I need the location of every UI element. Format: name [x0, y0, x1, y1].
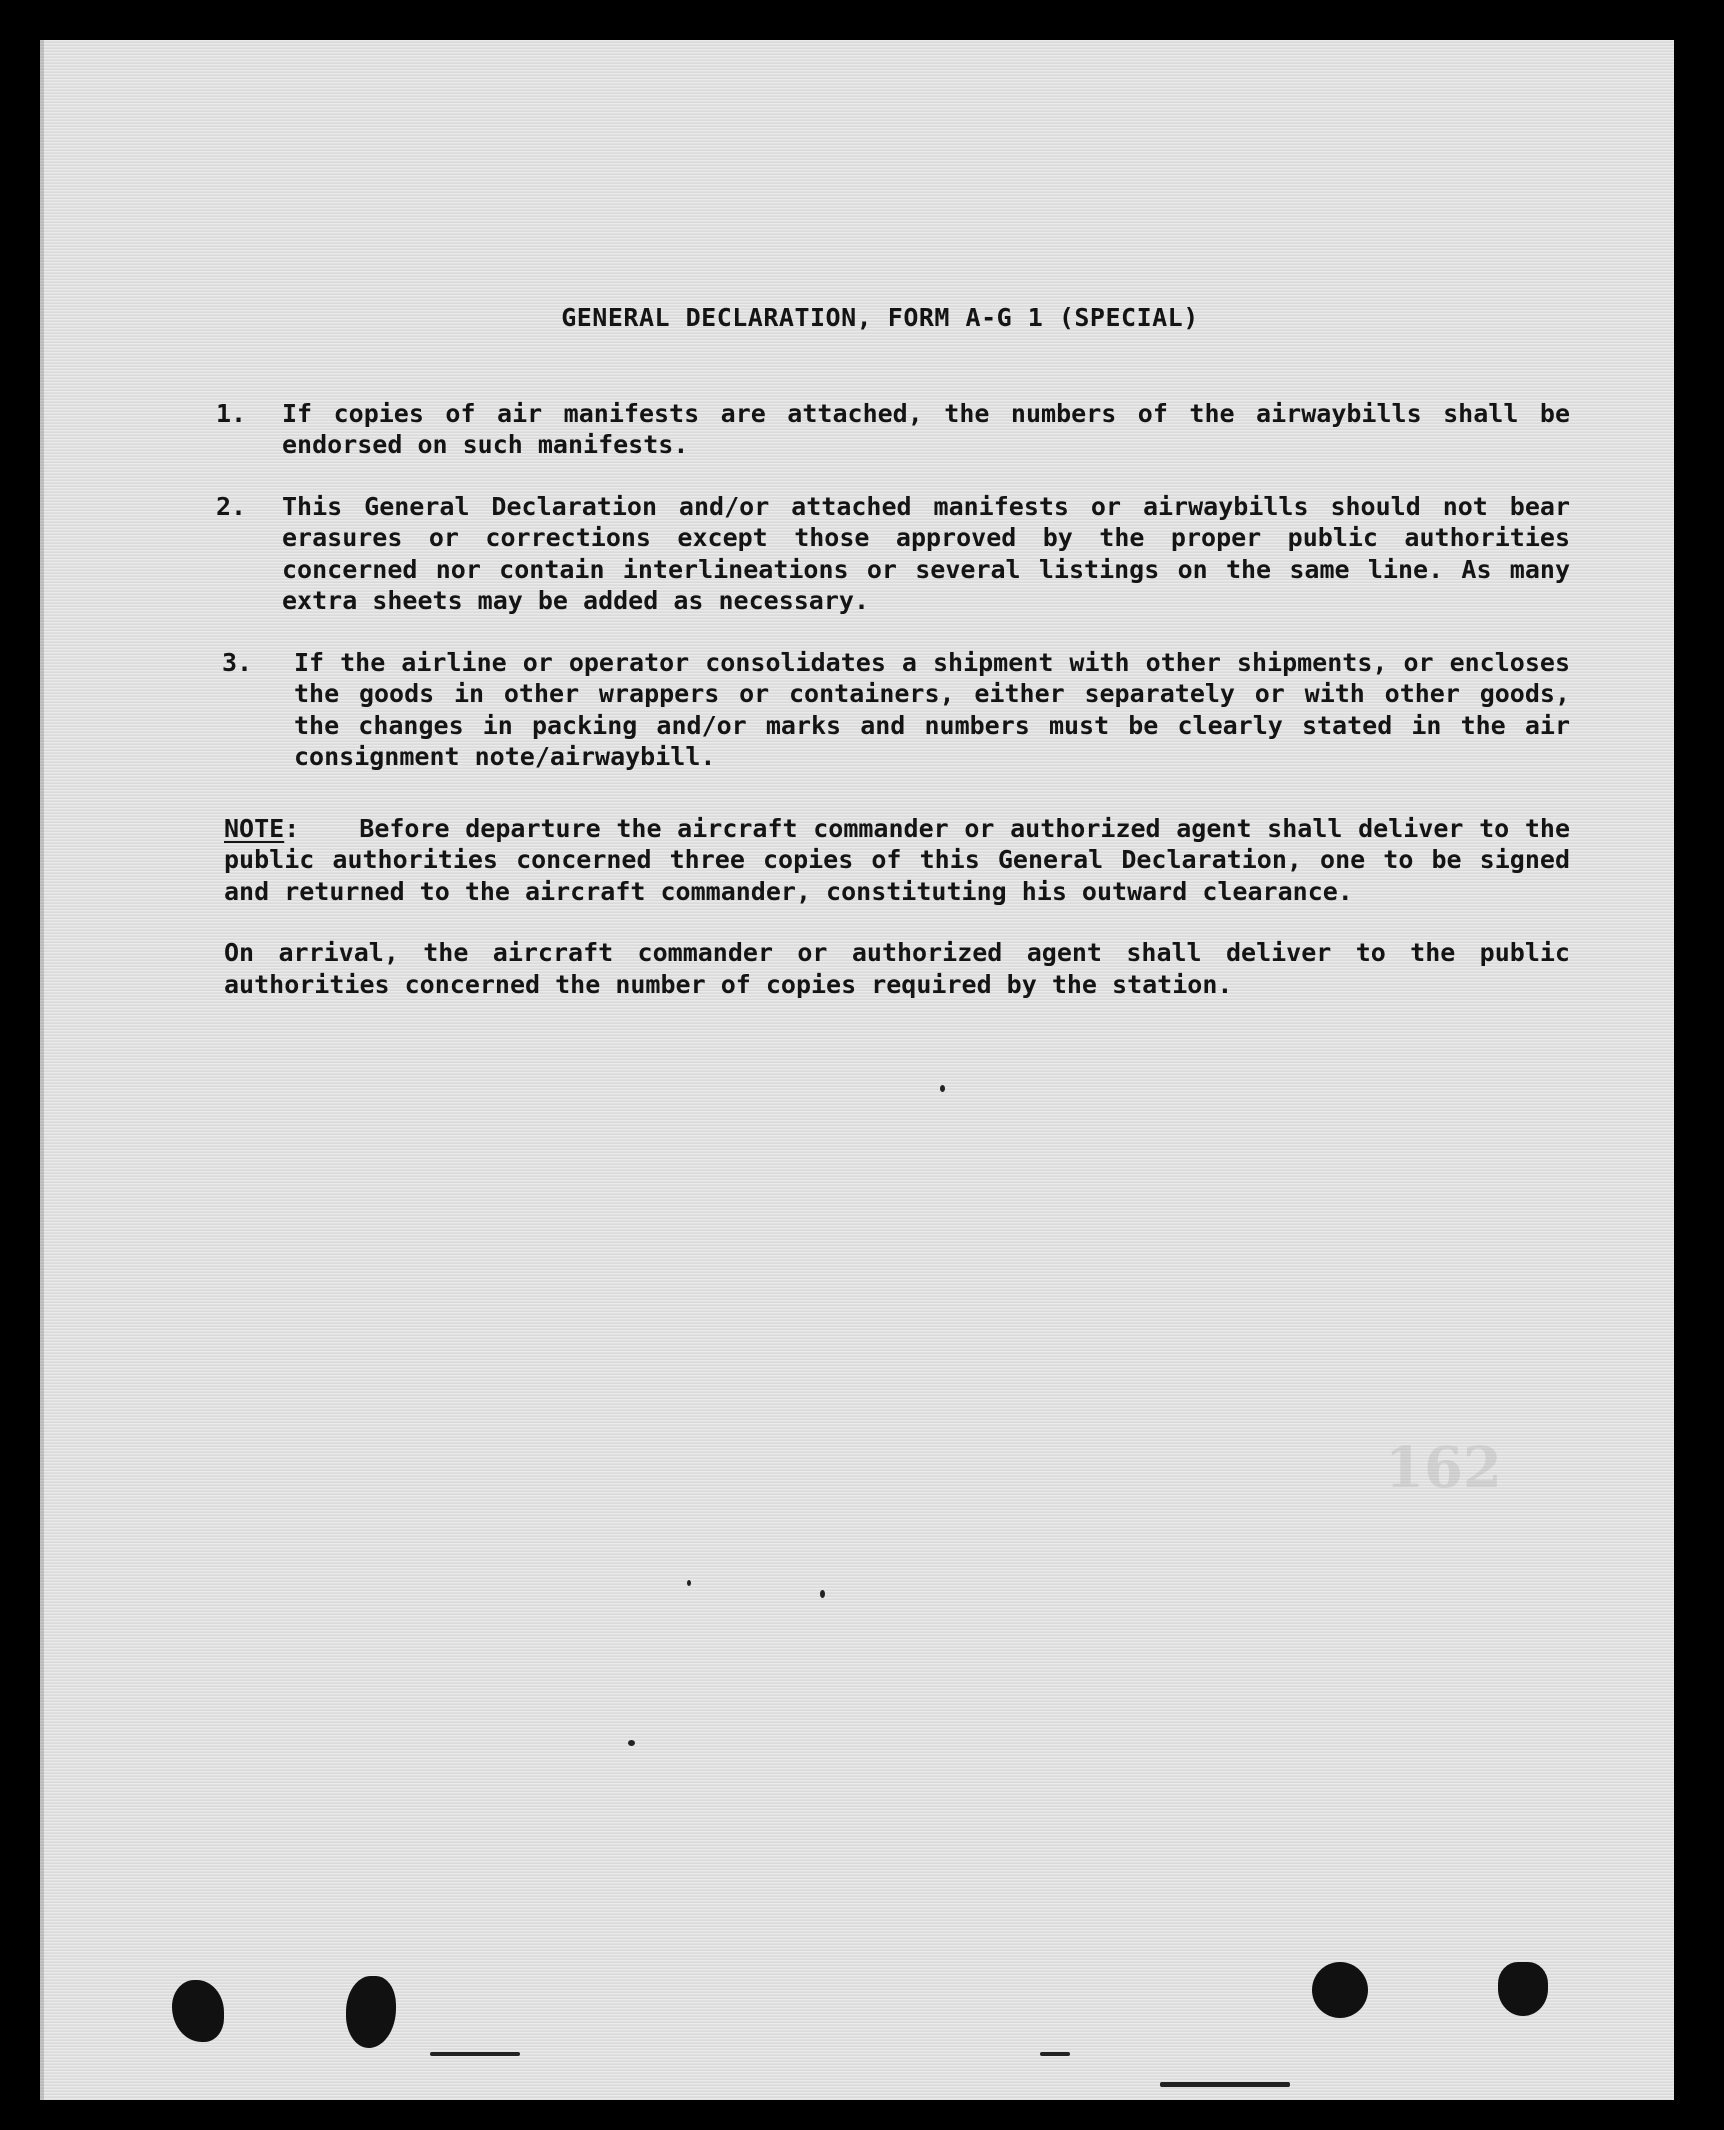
ink-smudge	[430, 2052, 520, 2056]
document-sheet	[40, 40, 1674, 2100]
ink-smudge	[1040, 2052, 1070, 2056]
note-label: NOTE	[224, 813, 285, 843]
bleed-through-page-number: 162	[1385, 1435, 1502, 1501]
ink-speck	[628, 1740, 635, 1746]
ink-smudge	[1160, 2082, 1290, 2087]
note-separator: :	[284, 813, 300, 843]
list-item	[180, 647, 1580, 773]
item-text: If copies of air manifests are attached, the numbers of the airwaybills shall be endorsed on such manifests.	[282, 398, 1570, 459]
arrival-paragraph: On arrival, the aircraft commander or authorized agent shall deliver to the public authorities concerned the number of copies required by the station.	[224, 938, 1570, 999]
note-paragraph	[180, 813, 1580, 908]
list-item	[180, 491, 1580, 617]
punch-hole-blot	[172, 1980, 224, 2042]
punch-hole-blot	[346, 1976, 396, 2048]
note-text: Before departure the aircraft commander or authorized agent shall deliver to the public authorities concerned three copies of this General Declaration, one to be signed and returned to the aircraft commander, constituting his outward clearance.	[224, 813, 1570, 906]
item-text: If the airline or operator consolidates a shipment with other shipments, or encloses the goods in other wrappers or containers, either separately or with other goods, the changes in packing and/or marks and numbers must be clearly stated in the air consignment note/airwaybill.	[294, 647, 1570, 771]
ink-speck	[940, 1085, 945, 1092]
document-title: GENERAL DECLARATION, FORM A-G 1 (SPECIAL)	[561, 303, 1199, 332]
item-text: This General Declaration and/or attached manifests or airwaybills should not bear erasures or corrections except those approved by the proper public authorities concerned nor contain interlineations or several listings on the same line. As many extra sheets may be added as necessary.	[282, 491, 1570, 615]
document-body	[180, 302, 1580, 1000]
list-item	[180, 398, 1580, 461]
punch-hole-blot	[1498, 1962, 1548, 2016]
punch-hole-blot	[1312, 1962, 1368, 2018]
ink-speck	[820, 1590, 825, 1598]
item-number: 1.	[216, 398, 247, 428]
item-number: 2.	[216, 491, 247, 521]
ink-speck	[687, 1580, 691, 1586]
sheet-edge-shadow	[40, 40, 44, 2100]
item-number: 3.	[222, 647, 253, 677]
